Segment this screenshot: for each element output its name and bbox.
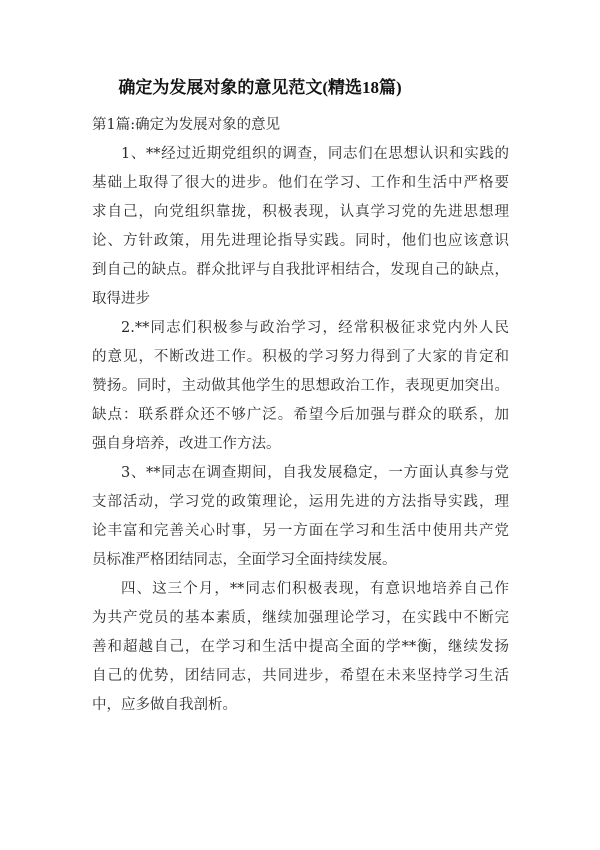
- paragraph-line: 四、这三个月，**同志们积极表现，有意识地培养自己作: [121, 581, 509, 597]
- paragraph-line: 自己的优势，团结同志，共同进步，希望在未来坚持学习生活: [92, 668, 509, 684]
- paragraph-line: 1、**经过近期党组织的调查，同志们在思想认识和实践的: [121, 146, 509, 162]
- paragraph-line: 员标准严格团结同志，全面学习全面持续发展。: [92, 552, 397, 568]
- paragraph-line: 为共产党员的基本素质，继续加强理论学习，在实践中不断完: [92, 610, 509, 626]
- document-body: [92, 111, 509, 720]
- paragraph-line: 的意见，不断改进工作。积极的学习努力得到了大家的肯定和: [92, 349, 509, 365]
- paragraph-line: 赞扬。同时，主动做其他学生的思想政治工作，表现更加突出。: [92, 378, 509, 394]
- paragraph: [92, 140, 509, 314]
- paragraph-line: 取得进步: [92, 291, 150, 307]
- section-heading: 第1篇:确定为发展对象的意见: [92, 117, 281, 133]
- paragraph-line: 论丰富和完善关心时事，另一方面在学习和生活中使用共产党: [92, 523, 509, 539]
- document-title: 确定为发展对象的意见范文(精选18篇): [118, 78, 402, 97]
- paragraph-line: 基础上取得了很大的进步。他们在学习、工作和生活中严格要: [92, 175, 509, 191]
- paragraph-line: 强自身培养，改进工作方法。: [92, 436, 281, 452]
- paragraph: [92, 314, 509, 459]
- paragraph: [92, 459, 509, 575]
- paragraph-line: 2.**同志们积极参与政治学习，经常积极征求党内外人民: [121, 320, 509, 336]
- paragraph-line: 支部活动，学习党的政策理论，运用先进的方法指导实践，理: [92, 494, 509, 510]
- paragraph-line: 求自己，向党组织靠拢，积极表现，认真学习党的先进思想理: [92, 204, 509, 220]
- paragraph-line: 缺点：联系群众还不够广泛。希望今后加强与群众的联系，加: [92, 407, 509, 423]
- paragraph: [92, 575, 509, 720]
- paragraph-line: 论、方针政策，用先进理论指导实践。同时，他们也应该意识: [92, 233, 509, 249]
- paragraph-line: 到自己的缺点。群众批评与自我批评相结合，发现自己的缺点，: [92, 262, 509, 278]
- paragraph-line: 善和超越自己，在学习和生活中提高全面的学**衡，继续发扬: [92, 639, 509, 655]
- paragraph-line: 3、**同志在调查期间，自我发展稳定，一方面认真参与党: [121, 465, 509, 481]
- paragraph-line: 中，应多做自我剖析。: [92, 697, 237, 713]
